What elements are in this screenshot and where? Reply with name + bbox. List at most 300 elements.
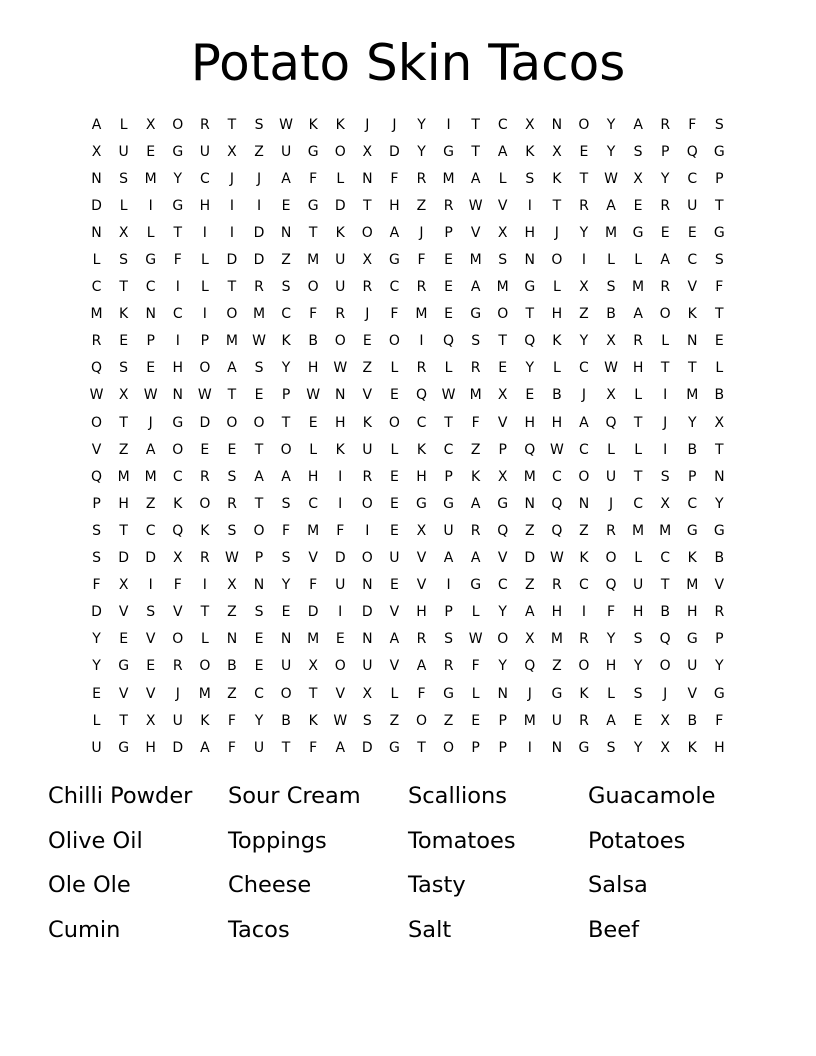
grid-letter: X [227, 143, 237, 160]
grid-letter: Y [579, 224, 589, 241]
grid-letter: J [365, 306, 370, 323]
grid-letter: B [714, 387, 725, 404]
grid-letter: L [634, 441, 642, 458]
grid-row [83, 572, 733, 599]
grid-letter: L [309, 441, 318, 458]
grid-letter: Z [443, 712, 454, 729]
grid-letter: T [498, 333, 507, 350]
grid-letter: O [334, 333, 346, 350]
grid-letter: M [496, 279, 509, 296]
grid-row [83, 707, 733, 734]
grid-letter: G [443, 143, 454, 160]
grid-letter: V [145, 685, 156, 702]
grid-letter: D [253, 224, 265, 241]
word-list-item: Tasty [408, 872, 466, 898]
grid-letter: H [145, 739, 156, 756]
grid-letter: P [471, 739, 480, 756]
grid-letter: N [362, 577, 373, 594]
grid-letter: R [552, 577, 562, 594]
grid-letter: L [200, 279, 209, 296]
grid-letter: V [118, 685, 129, 702]
grid-letter: P [200, 333, 210, 350]
grid-letter: G [388, 739, 400, 756]
grid-letter: Y [715, 658, 724, 675]
grid-letter: T [444, 414, 453, 431]
grid-letter: S [471, 333, 481, 350]
grid-letter: L [552, 360, 561, 377]
grid-letter: L [92, 712, 101, 729]
grid-letter: P [715, 631, 724, 648]
grid-letter: O [361, 224, 373, 241]
grid-letter: D [172, 739, 184, 756]
grid-letter: R [660, 197, 671, 214]
grid-letter: X [660, 739, 670, 756]
grid-letter: O [253, 522, 265, 539]
grid-letter: Y [606, 143, 616, 160]
grid-letter: O [415, 712, 427, 729]
grid-letter: V [362, 387, 373, 404]
grid-letter: S [254, 360, 264, 377]
grid-row [83, 111, 733, 138]
grid-letter: U [605, 468, 617, 485]
grid-letter: O [659, 658, 671, 675]
grid-letter: C [497, 116, 508, 133]
grid-letter: V [118, 604, 129, 621]
grid-letter: Z [227, 685, 237, 702]
grid-row [83, 490, 733, 517]
grid-letter: G [632, 224, 644, 241]
grid-letter: X [606, 333, 616, 350]
grid-letter: Q [443, 333, 455, 350]
grid-letter: N [145, 306, 156, 323]
grid-letter: L [146, 224, 155, 241]
grid-letter: C [145, 522, 156, 539]
grid-letter: S [119, 252, 129, 269]
grid-letter: O [199, 495, 211, 512]
grid-letter: V [687, 685, 698, 702]
grid-letter: Z [227, 604, 237, 621]
grid-letter: X [497, 468, 508, 485]
grid-letter: R [416, 631, 427, 648]
grid-letter: M [144, 468, 157, 485]
grid-letter: Y [417, 143, 426, 160]
grid-letter: J [175, 685, 180, 702]
grid-letter: Y [606, 631, 616, 648]
grid-letter: A [525, 604, 535, 621]
grid-letter: J [148, 414, 153, 431]
grid-letter: B [281, 712, 291, 729]
grid-letter: T [254, 441, 264, 458]
grid-letter: L [715, 360, 724, 377]
grid-letter: T [687, 360, 697, 377]
grid-letter: K [308, 116, 318, 133]
grid-letter: M [604, 224, 618, 241]
grid-letter: W [306, 387, 321, 404]
grid-letter: G [443, 495, 454, 512]
grid-letter: G [172, 414, 184, 431]
grid-letter: V [687, 279, 698, 296]
grid-letter: K [687, 306, 697, 323]
grid-letter: P [281, 387, 291, 404]
grid-letter: I [256, 197, 262, 214]
word-list-item: Tacos [228, 916, 290, 943]
grid-letter: O [578, 468, 590, 485]
grid-row [83, 517, 733, 544]
grid-letter: L [607, 441, 615, 458]
grid-letter: R [199, 468, 210, 485]
grid-letter: N [91, 170, 102, 187]
grid-letter: G [470, 306, 482, 323]
grid-letter: P [660, 143, 670, 160]
grid-letter: D [307, 604, 319, 621]
grid-letter: O [388, 333, 400, 350]
grid-letter: I [202, 224, 207, 241]
grid-letter: X [497, 224, 508, 241]
grid-letter: X [172, 550, 183, 567]
grid-letter: E [146, 360, 156, 377]
grid-letter: T [173, 224, 183, 241]
grid-letter: Y [579, 333, 589, 350]
grid-letter: M [632, 522, 645, 539]
grid-letter: R [91, 333, 102, 350]
word-list-item: Toppings [228, 827, 327, 854]
grid-letter: Q [605, 414, 617, 431]
grid-letter: U [443, 522, 454, 539]
grid-letter: R [633, 333, 643, 350]
grid-letter: R [199, 116, 210, 133]
grid-row [83, 680, 733, 707]
grid-letter: O [280, 441, 292, 458]
grid-letter: A [606, 197, 616, 214]
word-list-item: Cheese [228, 872, 312, 898]
grid-letter: E [579, 143, 589, 160]
grid-letter: B [227, 658, 237, 675]
grid-letter: T [281, 739, 291, 756]
grid-letter: Z [362, 360, 373, 377]
grid-letter: N [362, 631, 373, 648]
grid-letter: I [446, 116, 451, 133]
grid-letter: J [608, 495, 614, 512]
grid-letter: K [416, 441, 427, 458]
grid-letter: G [172, 143, 184, 160]
grid-letter: Q [551, 495, 563, 512]
grid-letter: R [172, 658, 183, 675]
grid-letter: L [336, 170, 345, 187]
grid-letter: X [660, 712, 670, 729]
grid-letter: H [686, 604, 698, 621]
grid-letter: M [198, 685, 211, 702]
grid-letter: T [227, 116, 237, 133]
grid-letter: X [118, 224, 129, 241]
grid-letter: K [173, 495, 183, 512]
grid-row [83, 301, 733, 328]
grid-letter: F [390, 306, 399, 323]
grid-letter: B [714, 550, 725, 567]
grid-letter: H [524, 414, 536, 431]
grid-letter: K [119, 306, 129, 323]
grid-letter: E [281, 604, 291, 621]
grid-letter: T [552, 197, 562, 214]
grid-letter: H [389, 197, 400, 214]
grid-letter: C [308, 495, 319, 512]
grid-letter: A [389, 224, 400, 241]
grid-letter: K [525, 143, 535, 160]
grid-letter: G [443, 685, 454, 702]
grid-letter: Z [281, 252, 291, 269]
grid-letter: H [416, 468, 427, 485]
grid-row [83, 626, 733, 653]
word-list-item: Chilli Powder [48, 783, 193, 809]
grid-letter: E [687, 224, 697, 241]
grid-letter: T [633, 414, 643, 431]
grid-letter: K [200, 712, 210, 729]
grid-letter: I [148, 577, 153, 594]
grid-letter: T [308, 685, 318, 702]
grid-letter: R [470, 522, 481, 539]
grid-letter: C [551, 468, 562, 485]
grid-letter: O [388, 414, 400, 431]
grid-letter: E [660, 224, 670, 241]
grid-letter: S [119, 170, 129, 187]
grid-letter: S [281, 550, 291, 567]
grid-letter: U [253, 739, 265, 756]
grid-letter: P [444, 224, 453, 241]
grid-letter: E [714, 333, 724, 350]
grid-letter: F [227, 712, 236, 729]
grid-letter: K [471, 468, 481, 485]
grid-letter: B [687, 712, 698, 729]
grid-letter: Y [633, 658, 643, 675]
grid-letter: E [498, 360, 508, 377]
grid-letter: O [172, 631, 184, 648]
grid-letter: X [118, 577, 129, 594]
grid-letter: S [146, 604, 156, 621]
grid-letter: T [660, 577, 670, 594]
grid-letter: L [390, 441, 399, 458]
grid-letter: H [118, 495, 129, 512]
grid-letter: A [335, 739, 346, 756]
grid-letter: Y [281, 577, 291, 594]
grid-letter: L [471, 604, 480, 621]
grid-row [83, 409, 733, 436]
grid-letter: B [606, 306, 616, 323]
grid-letter: X [308, 658, 318, 675]
grid-letter: C [443, 441, 454, 458]
grid-letter: X [606, 387, 616, 404]
grid-letter: E [471, 712, 481, 729]
grid-letter: E [146, 143, 156, 160]
grid-letter: N [551, 116, 563, 133]
grid-letter: N [335, 387, 346, 404]
word-list-item: Cumin [48, 916, 121, 943]
grid-letter: Q [497, 522, 509, 539]
grid-letter: C [687, 170, 698, 187]
grid-letter: U [280, 658, 292, 675]
grid-letter: I [229, 197, 234, 214]
word-list-item: Salsa [588, 872, 648, 898]
grid-letter: Q [91, 468, 103, 485]
grid-letter: S [714, 252, 724, 269]
grid-letter: V [470, 224, 481, 241]
grid-letter: X [118, 387, 129, 404]
grid-letter: V [389, 658, 400, 675]
grid-letter: P [92, 495, 101, 512]
grid-row [83, 734, 733, 761]
grid-letter: R [362, 279, 373, 296]
grid-letter: T [715, 306, 724, 323]
grid-letter: O [361, 495, 373, 512]
grid-letter: D [361, 739, 373, 756]
grid-letter: D [91, 197, 102, 214]
grid-letter: E [335, 631, 345, 648]
grid-letter: I [365, 522, 370, 539]
grid-letter: H [605, 658, 617, 675]
grid-letter: S [119, 360, 129, 377]
grid-letter: Y [687, 414, 697, 431]
grid-letter: N [551, 739, 563, 756]
grid-letter: K [552, 333, 562, 350]
grid-letter: G [497, 495, 509, 512]
grid-letter: Z [524, 577, 535, 594]
grid-letter: L [552, 279, 561, 296]
grid-letter: V [416, 550, 427, 567]
grid-letter: Q [686, 143, 698, 160]
grid-letter: X [660, 495, 670, 512]
grid-letter: Y [92, 658, 101, 675]
grid-letter: W [252, 333, 266, 350]
grid-letter: A [470, 495, 481, 512]
grid-letter: L [200, 252, 209, 269]
grid-letter: G [145, 252, 157, 269]
grid-letter: U [389, 550, 400, 567]
grid-letter: M [632, 279, 645, 296]
grid-letter: O [199, 360, 211, 377]
grid-row [83, 463, 733, 490]
grid-letter: A [470, 170, 481, 187]
grid-letter: A [633, 306, 643, 323]
grid-letter: P [444, 468, 453, 485]
grid-letter: T [119, 279, 128, 296]
grid-row [83, 328, 733, 355]
grid-letter: A [633, 116, 643, 133]
grid-letter: N [280, 631, 292, 648]
grid-letter: A [227, 360, 237, 377]
grid-letter: F [471, 658, 480, 675]
grid-letter: O [497, 631, 509, 648]
grid-letter: A [497, 143, 508, 160]
grid-letter: E [444, 306, 453, 323]
grid-letter: L [119, 197, 128, 214]
grid-letter: K [687, 550, 697, 567]
grid-letter: X [524, 631, 535, 648]
grid-letter: J [419, 224, 424, 241]
grid-letter: C [145, 279, 156, 296]
word-list-item: Beef [588, 916, 640, 943]
grid-letter: Y [660, 170, 670, 187]
grid-letter: W [549, 441, 564, 458]
grid-letter: S [525, 170, 535, 187]
grid-letter: L [607, 685, 615, 702]
grid-letter: Y [92, 631, 101, 648]
grid-letter: B [687, 441, 698, 458]
grid-letter: H [307, 468, 319, 485]
grid-letter: D [145, 550, 157, 567]
grid-letter: Q [524, 441, 536, 458]
grid-letter: H [307, 360, 319, 377]
grid-letter: V [497, 550, 508, 567]
grid-letter: P [498, 739, 507, 756]
grid-letter: A [660, 252, 670, 269]
grid-letter: O [307, 279, 319, 296]
grid-letter: C [389, 279, 400, 296]
grid-letter: S [633, 631, 643, 648]
grid-row [83, 274, 733, 301]
grid-letter: K [308, 712, 318, 729]
grid-letter: U [118, 143, 129, 160]
grid-letter: P [498, 441, 507, 458]
grid-letter: I [175, 333, 180, 350]
grid-letter: N [524, 252, 536, 269]
grid-letter: C [172, 306, 183, 323]
grid-letter: T [227, 387, 237, 404]
grid-letter: R [443, 658, 454, 675]
grid-letter: H [172, 360, 184, 377]
grid-letter: J [365, 116, 370, 133]
grid-letter: R [416, 279, 427, 296]
grid-letter: M [686, 387, 699, 404]
grid-letter: E [146, 658, 156, 675]
grid-letter: N [714, 468, 725, 485]
word-list-item: Ole Ole [48, 872, 131, 898]
grid-letter: G [470, 577, 482, 594]
grid-letter: C [660, 550, 671, 567]
grid-letter: E [200, 441, 210, 458]
grid-letter: J [256, 170, 262, 187]
grid-letter: T [200, 604, 210, 621]
grid-letter: E [389, 577, 399, 594]
grid-letter: S [92, 522, 101, 539]
grid-letter: I [202, 577, 207, 594]
grid-letter: A [281, 170, 291, 187]
grid-letter: X [416, 522, 427, 539]
grid-letter: Y [606, 116, 616, 133]
grid-letter: W [225, 550, 239, 567]
grid-letter: A [416, 658, 427, 675]
grid-letter: M [307, 252, 320, 269]
grid-letter: F [417, 252, 426, 269]
grid-letter: Z [389, 712, 400, 729]
grid-letter: S [92, 550, 101, 567]
grid-letter: V [91, 441, 102, 458]
grid-letter: I [338, 604, 343, 621]
grid-letter: O [226, 306, 238, 323]
grid-letter: I [175, 279, 180, 296]
grid-letter: L [92, 252, 101, 269]
grid-letter: J [663, 685, 668, 702]
grid-letter: F [309, 170, 318, 187]
grid-row [83, 599, 733, 626]
grid-letter: H [632, 360, 644, 377]
grid-letter: S [633, 143, 643, 160]
grid-letter: Y [633, 739, 643, 756]
grid-letter: M [550, 631, 563, 648]
grid-letter: I [663, 441, 668, 458]
word-list-item: Tomatoes [408, 827, 516, 854]
grid-letter: K [335, 441, 345, 458]
grid-letter: C [497, 577, 508, 594]
grid-letter: K [335, 116, 345, 133]
grid-letter: M [307, 522, 320, 539]
